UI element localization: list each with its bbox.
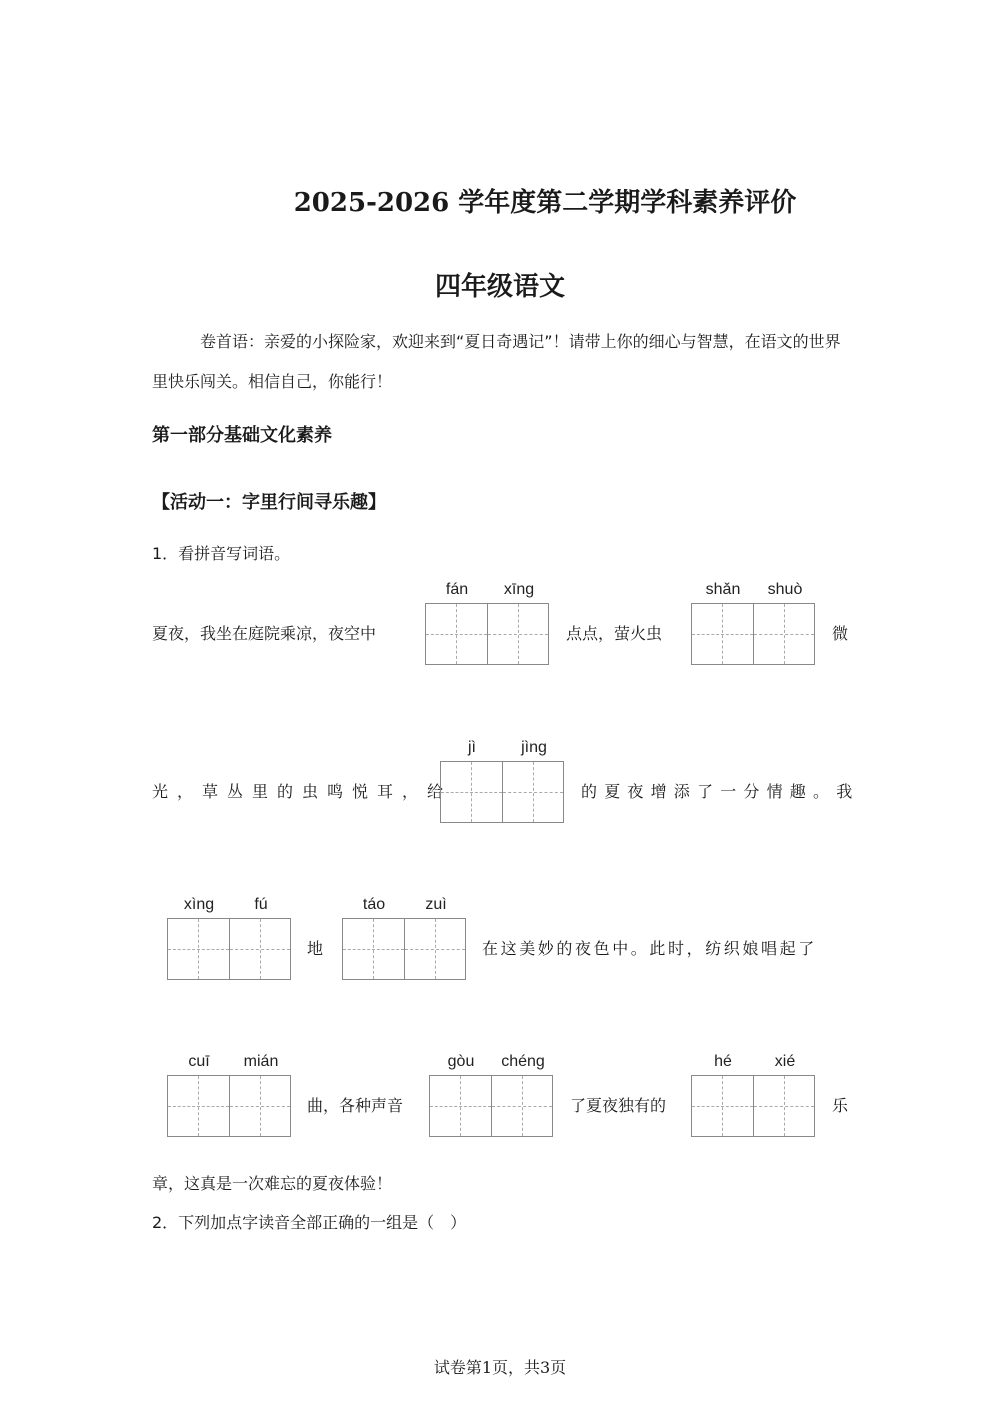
pinyin: shǎn — [705, 581, 741, 598]
pinyin: xìng — [183, 896, 215, 913]
writing-grid[interactable] — [167, 1075, 291, 1137]
grid-cell[interactable] — [430, 1076, 491, 1136]
activity-title: 【活动一：字里行间寻乐趣】 — [152, 492, 386, 513]
preface-text: 卷首语：亲爱的小探险家，欢迎来到“夏日奇遇记”！请带上你的细心与智慧，在语文的世界里快乐闯关。相信自己，你能行！ — [152, 332, 841, 391]
grid-cell[interactable] — [487, 604, 549, 664]
exam-subtitle: 四年级语文 — [434, 272, 565, 302]
question-1-label: 1．看拼音写词语。 — [152, 544, 291, 563]
line1-text-b: 点点，萤火虫 — [566, 624, 663, 643]
writing-grid[interactable] — [167, 918, 291, 980]
pinyin: shuò — [767, 581, 803, 598]
grid-cell[interactable] — [426, 604, 487, 664]
grid-cell[interactable] — [441, 762, 502, 822]
line2-text-a: 光，草丛里的虫鸣悦耳，给 — [152, 782, 453, 801]
page-footer: 试卷第1页，共3页 — [433, 1358, 567, 1377]
line4-text-c: 乐 — [832, 1096, 849, 1115]
writing-grid[interactable] — [691, 1075, 815, 1137]
pinyin: fán — [445, 581, 469, 598]
grid-cell[interactable] — [404, 919, 466, 979]
line3-text-a: 地 — [307, 939, 324, 958]
grid-cell[interactable] — [502, 762, 564, 822]
grid-cell[interactable] — [229, 1076, 291, 1136]
line1-text-c: 微 — [832, 624, 849, 643]
pinyin: mián — [243, 1053, 279, 1070]
writing-grid[interactable] — [425, 603, 549, 665]
pinyin: xié — [774, 1053, 796, 1070]
exam-title: 2025-2026 学年度第二学期学科素养评价 — [293, 188, 797, 218]
grid-cell[interactable] — [343, 919, 404, 979]
line2-text-b: 的夏夜增添了一分情趣。我 — [581, 782, 860, 801]
line4-text-a: 曲，各种声音 — [307, 1096, 404, 1115]
pinyin: zuì — [425, 896, 447, 913]
pinyin: gòu — [447, 1053, 475, 1070]
pinyin: jì — [468, 739, 476, 756]
grid-cell[interactable] — [692, 604, 753, 664]
grid-cell[interactable] — [753, 1076, 815, 1136]
pinyin: cuī — [188, 1053, 210, 1070]
writing-grid[interactable] — [691, 603, 815, 665]
writing-grid[interactable] — [440, 761, 564, 823]
pinyin: hé — [714, 1053, 732, 1070]
pinyin: chéng — [501, 1053, 545, 1070]
grid-cell[interactable] — [692, 1076, 753, 1136]
grid-cell[interactable] — [168, 1076, 229, 1136]
line5-closing: 章，这真是一次难忘的夏夜体验！ — [152, 1174, 393, 1193]
grid-cell[interactable] — [753, 604, 815, 664]
pinyin: fú — [254, 896, 268, 913]
writing-grid[interactable] — [342, 918, 466, 980]
pinyin: xīng — [503, 581, 535, 598]
grid-cell[interactable] — [229, 919, 291, 979]
section-title: 第一部分基础文化素养 — [152, 425, 332, 446]
line3-text-b: 在这美妙的夜色中。此时，纺织娘唱起了 — [482, 939, 817, 958]
pinyin: jìng — [521, 739, 547, 756]
line1-text-a: 夏夜，我坐在庭院乘凉，夜空中 — [152, 624, 377, 643]
pinyin: táo — [362, 896, 386, 913]
question-2-label: 2．下列加点字读音全部正确的一组是（ ） — [152, 1213, 467, 1232]
line4-text-b: 了夏夜独有的 — [570, 1096, 667, 1115]
writing-grid[interactable] — [429, 1075, 553, 1137]
grid-cell[interactable] — [491, 1076, 553, 1136]
grid-cell[interactable] — [168, 919, 229, 979]
